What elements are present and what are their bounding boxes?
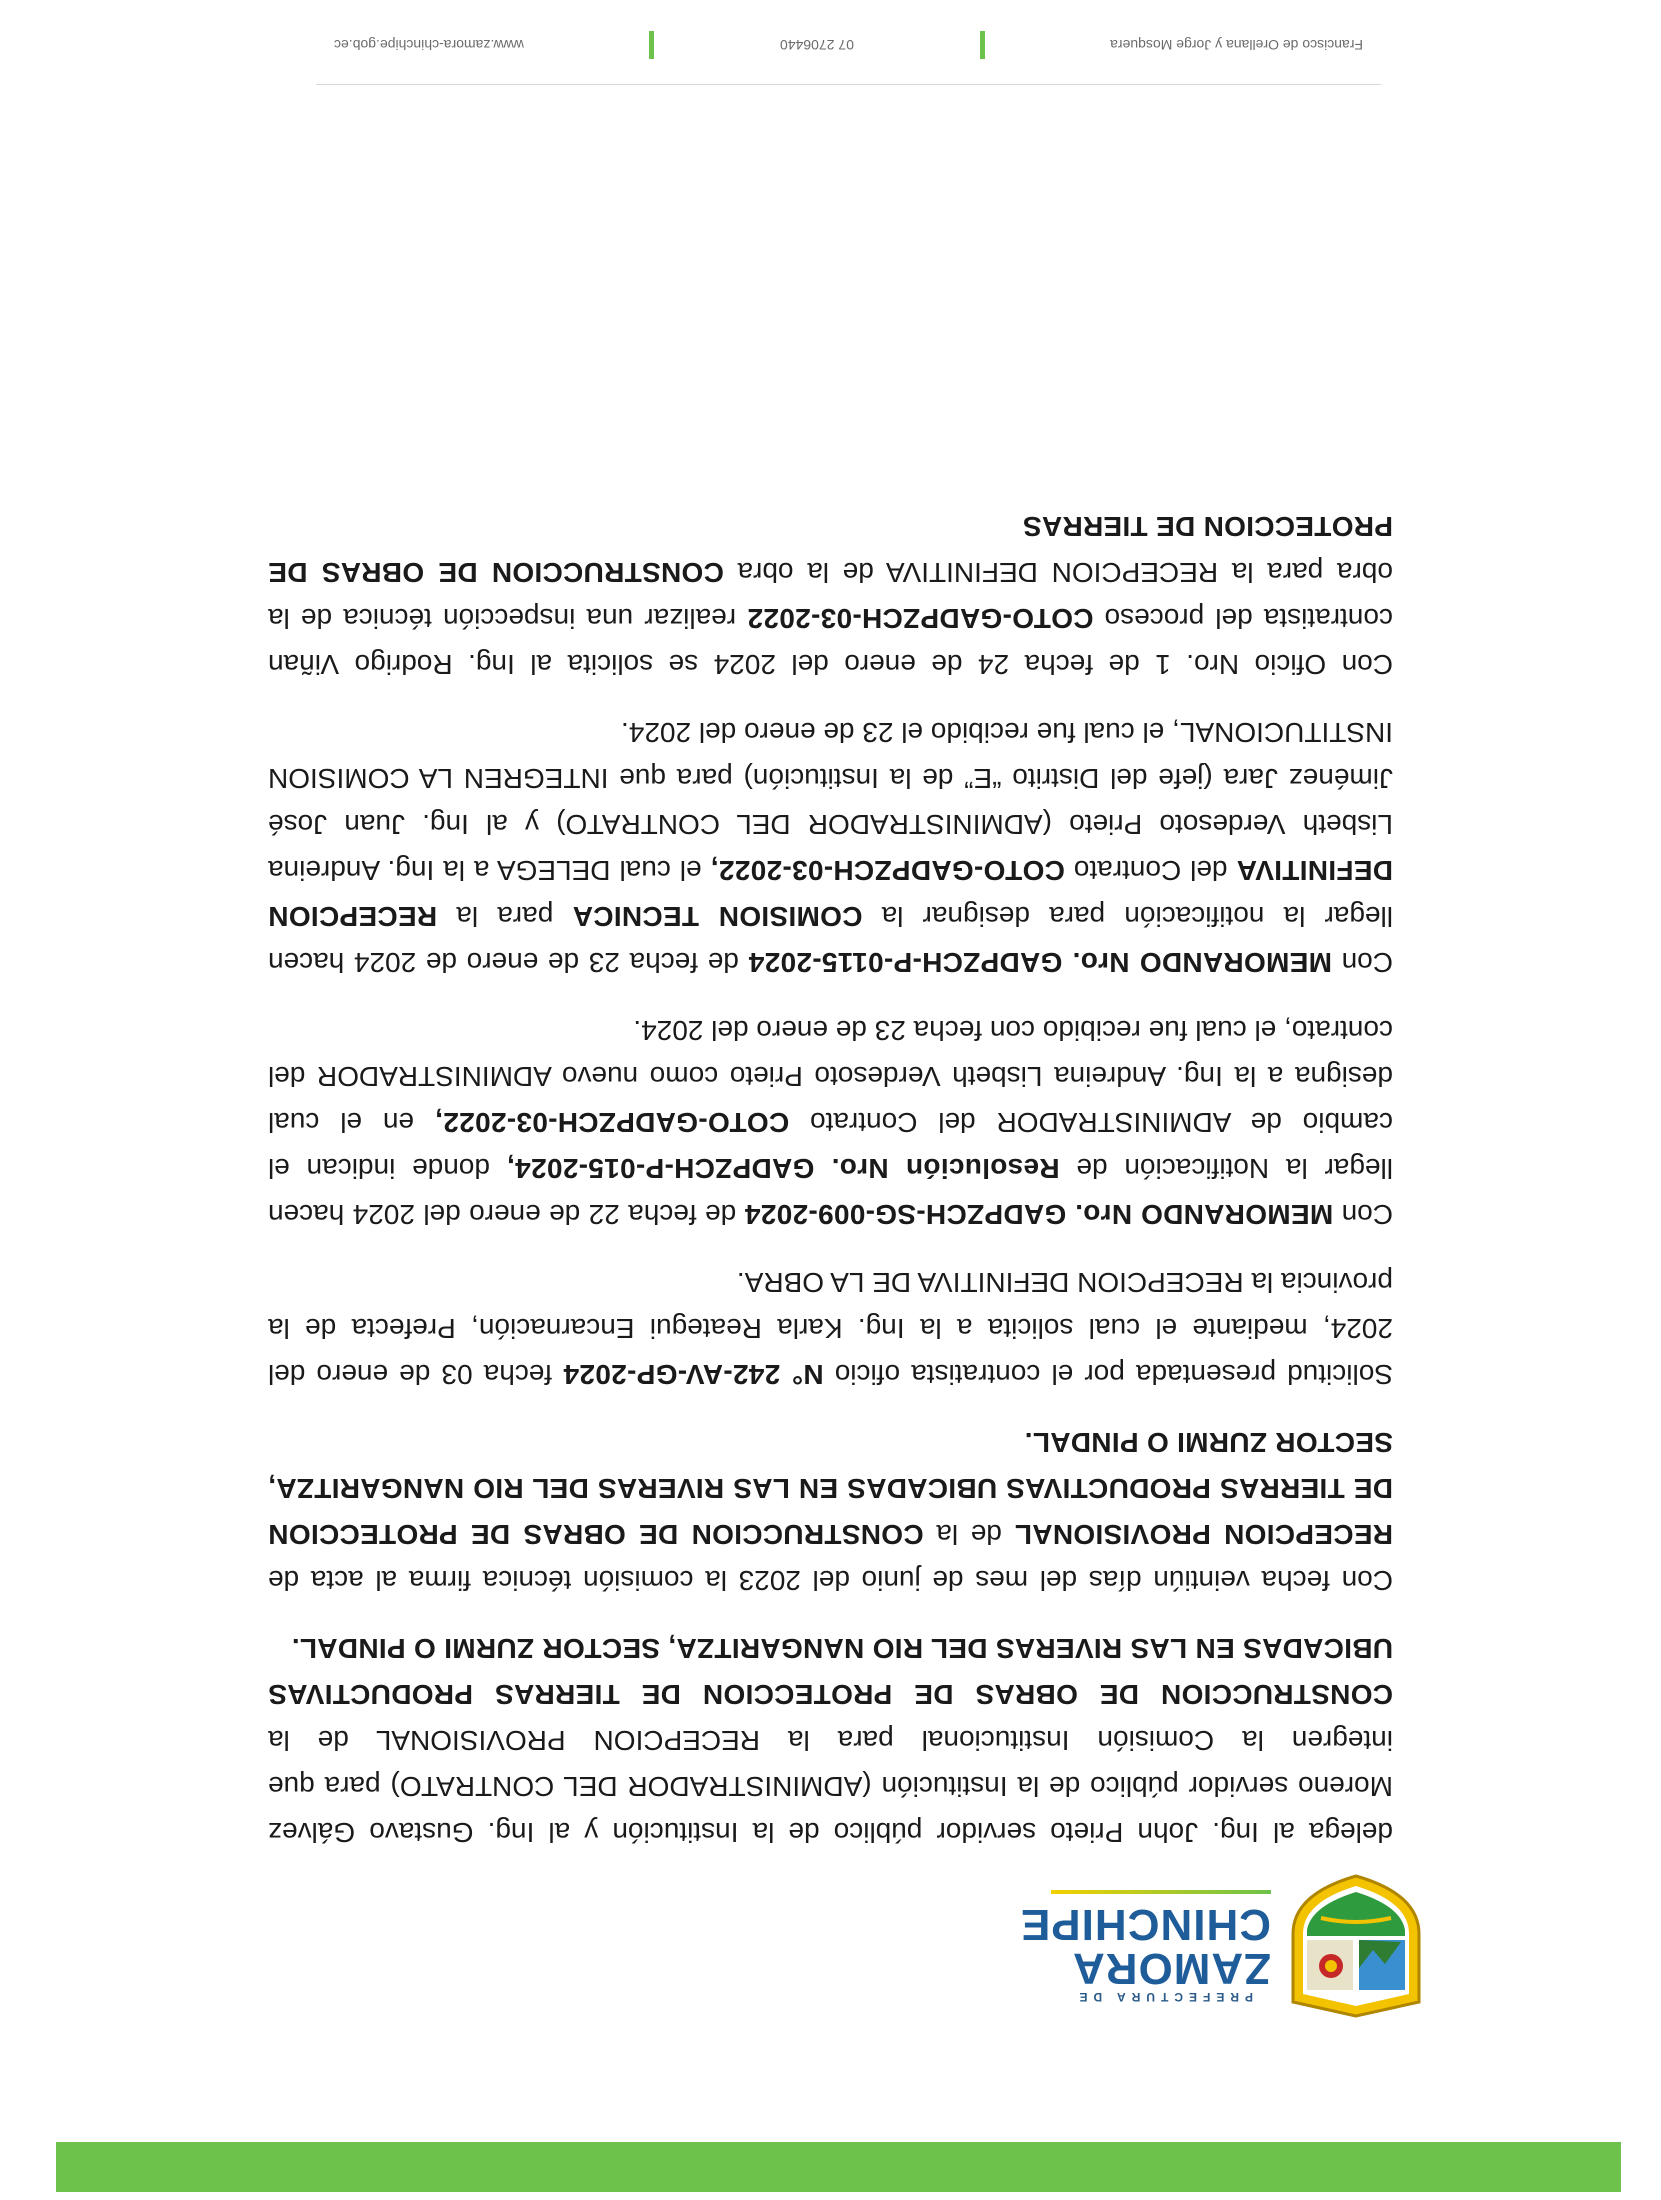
paragraph-bold: CONSTRUCCION DE OBRAS DE PROTECCION DE TIERRAS — [268, 511, 1393, 588]
paragraph-text: el cual DELEGA a la Ing. Andreina Lisbeth Verdesoto Prieto (ADMINISTRADOR DEL CONTRATO) y al Ing. Juan José Jiménez Jara (jefe del Distrito “E” de la Institución) para que INTEGREN LA COMISION INSTITUCIONAL, el cual fue recibido el 23 de enero del 2024. — [268, 717, 1393, 886]
paragraph-bold: COTO-GADPZCH-03-2022, — [710, 855, 1065, 886]
coat-of-arms-icon — [1281, 1872, 1431, 2022]
paragraph-text: de la — [923, 1519, 1015, 1550]
footer — [316, 25, 1381, 65]
footer-separator — [649, 31, 654, 59]
logo-zamora-text: ZAMORA — [1071, 1944, 1271, 1993]
paragraph-bold: CONSTRUCCION DE OBRAS DE PROTECCION DE TIERRAS PRODUCTIVAS UBICADAS EN LAS RIVERAS DEL RIO NANGARITZA, SECTOR ZURMI O PINDAL. — [268, 1633, 1393, 1710]
paragraph-bold: CONSTRUCCION DE OBRAS DE PROTECCION DE TIERRAS PRODUCTIVAS UBICADAS EN LAS RIVERAS DEL RIO NANGARITZA, SECTOR ZURMI O PINDAL. — [268, 1427, 1393, 1550]
paragraph-bold: MEMORANDO Nro. GADPZCH-SG-009-2024 — [744, 1199, 1334, 1230]
paragraph-text: de fecha 23 de enero de 2024 hacen llegar la notificación para designar la — [268, 901, 1393, 978]
paragraph-bold: COMISION TECNICA — [572, 901, 863, 932]
paragraph — [268, 1625, 1393, 1855]
paragraph — [268, 1007, 1393, 1237]
paragraph — [268, 1419, 1393, 1603]
prefectura-logo — [871, 1872, 1431, 2022]
logo-underline — [1051, 1890, 1271, 1894]
paragraph-text: delega al Ing. John Prieto servidor público de la Institución y al Ing. Gustavo Gálvez Moreno servidor público de la Institución (ADMINISTRADOR DEL CONTRATO) para que integren la Comisión Institucional para la RECEPCION PROVISIONAL de la — [268, 1725, 1393, 1848]
paragraph-text: donde indican el cambio de ADMINISTRADOR del Contrato — [268, 1107, 1393, 1184]
paragraph-bold: COTO-GADPZCH-03-2022, — [434, 1107, 790, 1138]
paragraph — [268, 709, 1393, 985]
paragraph-bold: Resolución Nro. GADPZCH-P-015-2024, — [506, 1153, 1060, 1184]
paragraph-text: Solicitud presentada por el contratista oficio — [823, 1359, 1393, 1390]
footer-website: www.zamora-chinchipe.gob.ec — [334, 37, 524, 53]
footer-phone: 07 2706440 — [780, 37, 854, 53]
paragraph-bold: N° 242-AV-GP-2024 — [563, 1359, 824, 1390]
paragraph-text: Con Oficio Nro. 1 de fecha 24 de enero del 2024 se solicita al Ing. Rodrigo Viñan contratista del proceso — [268, 603, 1393, 680]
paragraph-text: Con fecha veintiún días del mes de junio del 2023 la comisión técnica firma al acta de — [268, 1565, 1393, 1596]
paragraph-text: fecha 03 de enero del 2024, mediante el cual solicita a la Ing. Karla Reategui Encarnación, Prefecta de la provincia la RECEPCION DEFINITIVA DE LA OBRA. — [268, 1267, 1393, 1390]
paragraph — [268, 503, 1393, 687]
paragraph-text: Con — [1333, 1199, 1393, 1230]
paragraph-bold: RECEPCION PROVISIONAL — [1014, 1519, 1393, 1550]
paragraph-text: de fecha 22 de enero del 2024 hacen llegar la Notificación de — [268, 1153, 1393, 1230]
paragraph-text: Con — [1331, 947, 1393, 978]
paragraph-bold: MEMORANDO Nro. GADPZCH-P-0115-2024 — [748, 947, 1332, 978]
paragraph-text: realizar una inspección técnica de la obra para la RECEPCION DEFINITIVA de la obra — [268, 557, 1393, 634]
paragraph-text: para la — [437, 901, 573, 932]
header-green-bar — [56, 2142, 1621, 2192]
footer-separator — [980, 31, 985, 59]
paragraph-text: del Contrato — [1064, 855, 1237, 886]
paragraph-bold: RECEPCION DEFINITIVA — [268, 855, 1393, 932]
logo-prefectura-text: PREFECTURA DE — [1073, 1990, 1253, 2004]
document-body — [268, 481, 1393, 1855]
footer-address: Francisco de Orellana y Jorge Mosquera — [1110, 37, 1363, 53]
paragraph-text: en el cual designa a la Ing. Andreina Lisbeth Verdesoto Prieto como nuevo ADMINISTRADOR del contrato, el cual fue recibido con fecha 23 de enero del 2024. — [268, 1015, 1393, 1138]
logo-chinchipe-text: CHINCHIPE — [1019, 1900, 1271, 1949]
footer-divider — [316, 84, 1381, 85]
paragraph — [268, 1259, 1393, 1397]
paragraph-bold: COTO-GADPZCH-03-2022 — [747, 603, 1094, 634]
